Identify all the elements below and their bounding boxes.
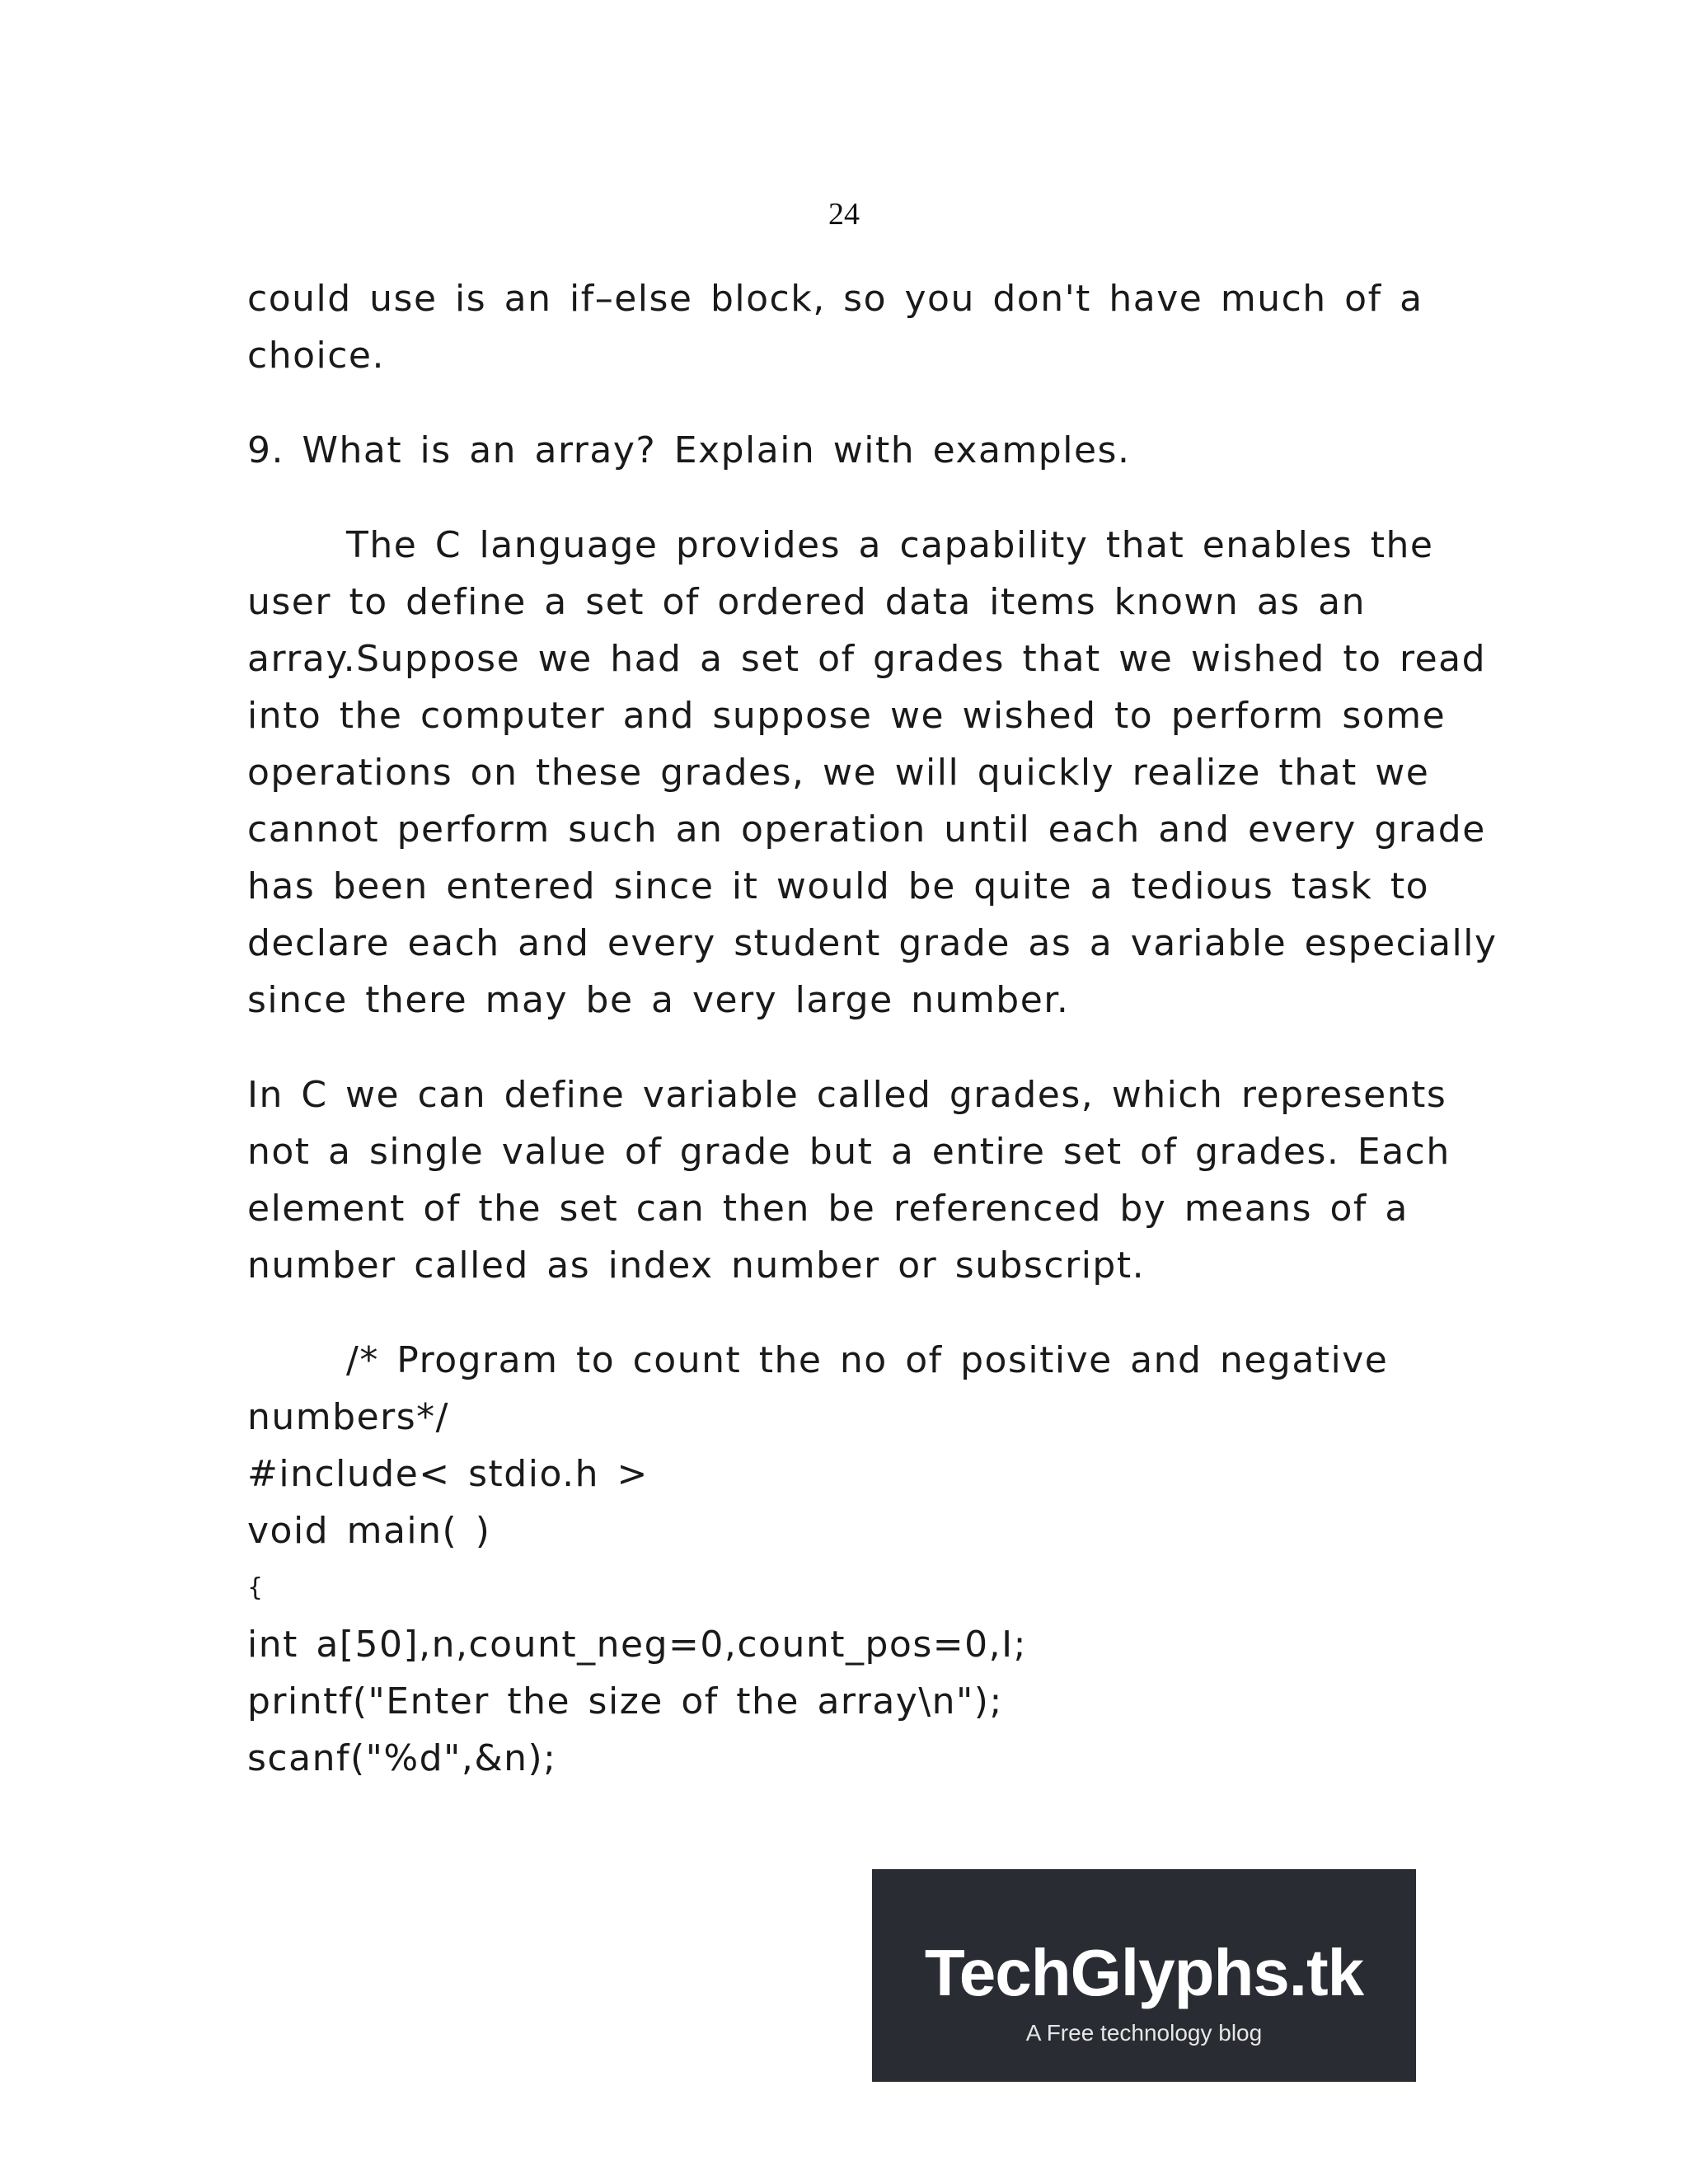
code-line-6: int a[50],n,count_neg=0,count_pos=0,I; (247, 1624, 1027, 1666)
para1-line-1: The C language provides a capability that enables the (346, 524, 1434, 566)
para2-line-1: In C we can define variable called grades, which represents (247, 1074, 1447, 1116)
para2-line-3: element of the set can then be referenced by means of a (247, 1188, 1409, 1230)
question-heading: 9. What is an array? Explain with examples. (247, 429, 1131, 471)
para1-line-7: has been entered since it would be quite a tedious task to (247, 865, 1430, 907)
para1-line-4: into the computer and suppose we wished to perform some (247, 695, 1447, 737)
watermark-title: TechGlyphs.tk (924, 1936, 1364, 2009)
watermark-logo (872, 1869, 1416, 2082)
para2-line-4: number called as index number or subscript. (247, 1244, 1146, 1286)
code-line-3: #include< stdio.h > (247, 1453, 649, 1495)
para1-line-8: declare each and every student grade as a variable especially (247, 922, 1498, 964)
watermark-subtitle: A Free technology blog (1025, 2020, 1263, 2046)
code-line-1: /* Program to count the no of positive and negative (346, 1339, 1389, 1381)
intro-line-1: could use is an if–else block, so you don't have much of a (247, 278, 1423, 320)
page-number: 24 (828, 197, 860, 232)
page-content (247, 270, 1498, 1787)
code-line-4: void main( ) (247, 1510, 491, 1552)
code-line-7: printf("Enter the size of the array\n"); (247, 1680, 1003, 1722)
para1-line-6: cannot perform such an operation until each and every grade (247, 808, 1486, 851)
para2-line-2: not a single value of grade but a entire set of grades. Each (247, 1131, 1451, 1173)
para1-line-2: user to define a set of ordered data items known as an (247, 581, 1366, 623)
intro-line-2: choice. (247, 335, 385, 377)
code-line-2: numbers*/ (247, 1396, 449, 1438)
code-line-5: { (247, 1573, 265, 1602)
para1-line-5: operations on these grades, we will quickly realize that we (247, 752, 1430, 794)
para1-line-9: since there may be a very large number. (247, 979, 1070, 1021)
code-line-8: scanf("%d",&n); (247, 1737, 557, 1779)
para1-line-3: array.Suppose we had a set of grades that we wished to read (247, 638, 1487, 680)
